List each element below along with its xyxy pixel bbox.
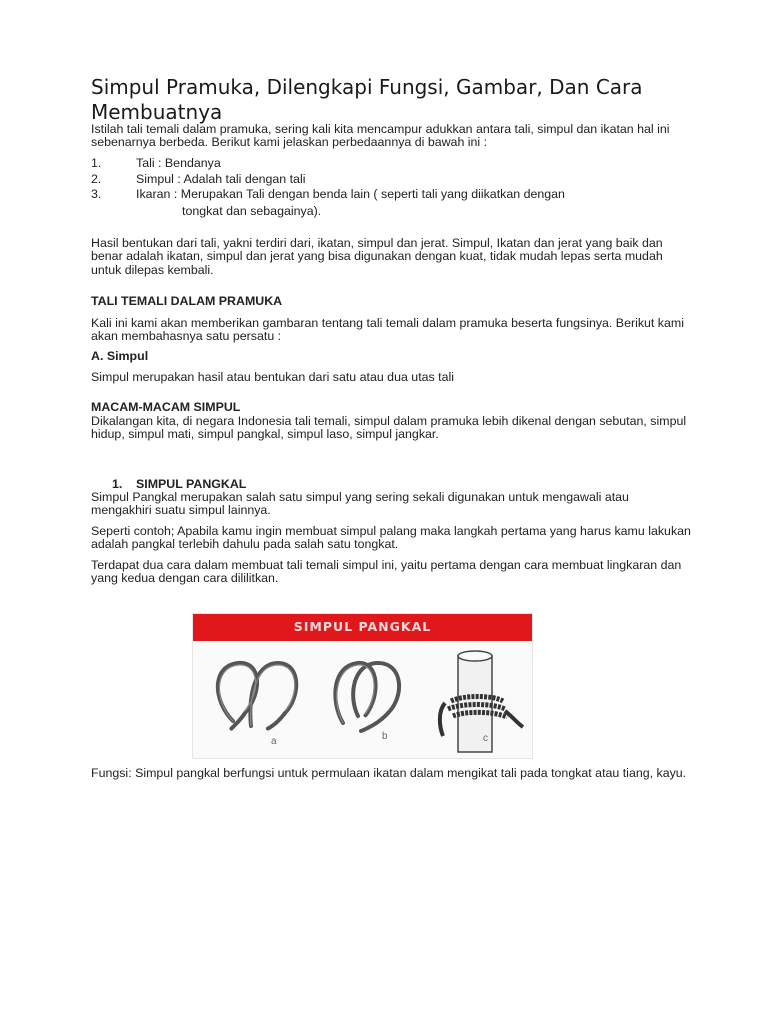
list-number: 1. xyxy=(91,156,102,170)
heading-number: 1. xyxy=(112,477,123,491)
knot-illustrations xyxy=(193,641,532,759)
pangkal-paragraph-3: Terdapat dua cara dalam membuat tali temali simpul ini, yaitu pertama dengan cara membuat lingkaran dan yang kedua dengan cara dililitkan. xyxy=(91,558,682,586)
knot-a-illustration xyxy=(218,663,296,729)
figure-label-a: a xyxy=(271,736,277,747)
list-number: 2. xyxy=(91,172,102,186)
figure-title-band xyxy=(193,614,532,641)
list-item-ikaran-continued: tongkat dan sebagainya). xyxy=(182,204,322,218)
list-item-tali: Tali : Bendanya xyxy=(136,156,221,170)
macam-paragraph: Dikalangan kita, di negara Indonesia tali temali, simpul dalam pramuka lebih dikenal dengan sebutan, simpul hidup, simpul mati, simpul pangkal, simpul laso, simpul jangkar. xyxy=(91,414,687,442)
heading-macam-simpul: MACAM-MACAM SIMPUL xyxy=(91,400,241,414)
pangkal-paragraph-1: Simpul Pangkal merupakan salah satu simpul yang sering sekali digunakan untuk mengawali atau mengakhiri suatu simpul lainnya. xyxy=(91,490,629,518)
figure-label-b: b xyxy=(382,731,388,742)
simpul-pangkal-figure xyxy=(192,613,533,759)
fungsi-paragraph: Fungsi: Simpul pangkal berfungsi untuk permulaan ikatan dalam mengikat tali pada tongkat atau tiang, kayu. xyxy=(91,766,687,780)
page-title: Simpul Pramuka, Dilengkapi Fungsi, Gambar, Dan Cara Membuatnya xyxy=(91,75,643,124)
list-number: 3. xyxy=(91,187,102,201)
hasil-paragraph: Hasil bentukan dari tali, yakni terdiri dari, ikatan, simpul dan jerat. Simpul, Ikatan dan jerat yang baik dan benar adalah ikatan, simpul dan jerat yang bisa digunakan dengan kuat, tidak mudah lepas serta mudah untuk dilepas kembali. xyxy=(91,236,663,277)
figure-label-c: c xyxy=(483,733,488,744)
intro-paragraph: Istilah tali temali dalam pramuka, sering kali kita mencampur adukkan antara tali, simpul dan ikatan hal ini sebenarnya berbeda. Berikut kami jelaskan perbedaannya di bawah ini : xyxy=(91,122,670,150)
list-item-ikaran: Ikaran : Merupakan Tali dengan benda lain ( seperti tali yang diikatkan dengan xyxy=(136,187,565,201)
knot-c-illustration xyxy=(440,651,523,752)
simpul-paragraph: Simpul merupakan hasil atau bentukan dari satu atau dua utas tali xyxy=(91,370,455,384)
kali-ini-paragraph: Kali ini kami akan memberikan gambaran tentang tali temali dalam pramuka beserta fungsinya. Berikut kami akan membahasnya satu persatu : xyxy=(91,316,684,344)
heading-simpul: A. Simpul xyxy=(91,349,149,363)
heading-text: SIMPUL PANGKAL xyxy=(136,477,247,491)
heading-tali-temali: TALI TEMALI DALAM PRAMUKA xyxy=(91,294,283,308)
figure-title: SIMPUL PANGKAL xyxy=(293,619,432,634)
pangkal-paragraph-2: Seperti contoh; Apabila kamu ingin membuat simpul palang maka langkah pertama yang harus kamu lakukan adalah pangkal terlebih dahulu pada salah satu tongkat. xyxy=(91,524,691,552)
list-item-simpul: Simpul : Adalah tali dengan tali xyxy=(136,172,306,186)
knot-b-illustration xyxy=(335,663,399,731)
